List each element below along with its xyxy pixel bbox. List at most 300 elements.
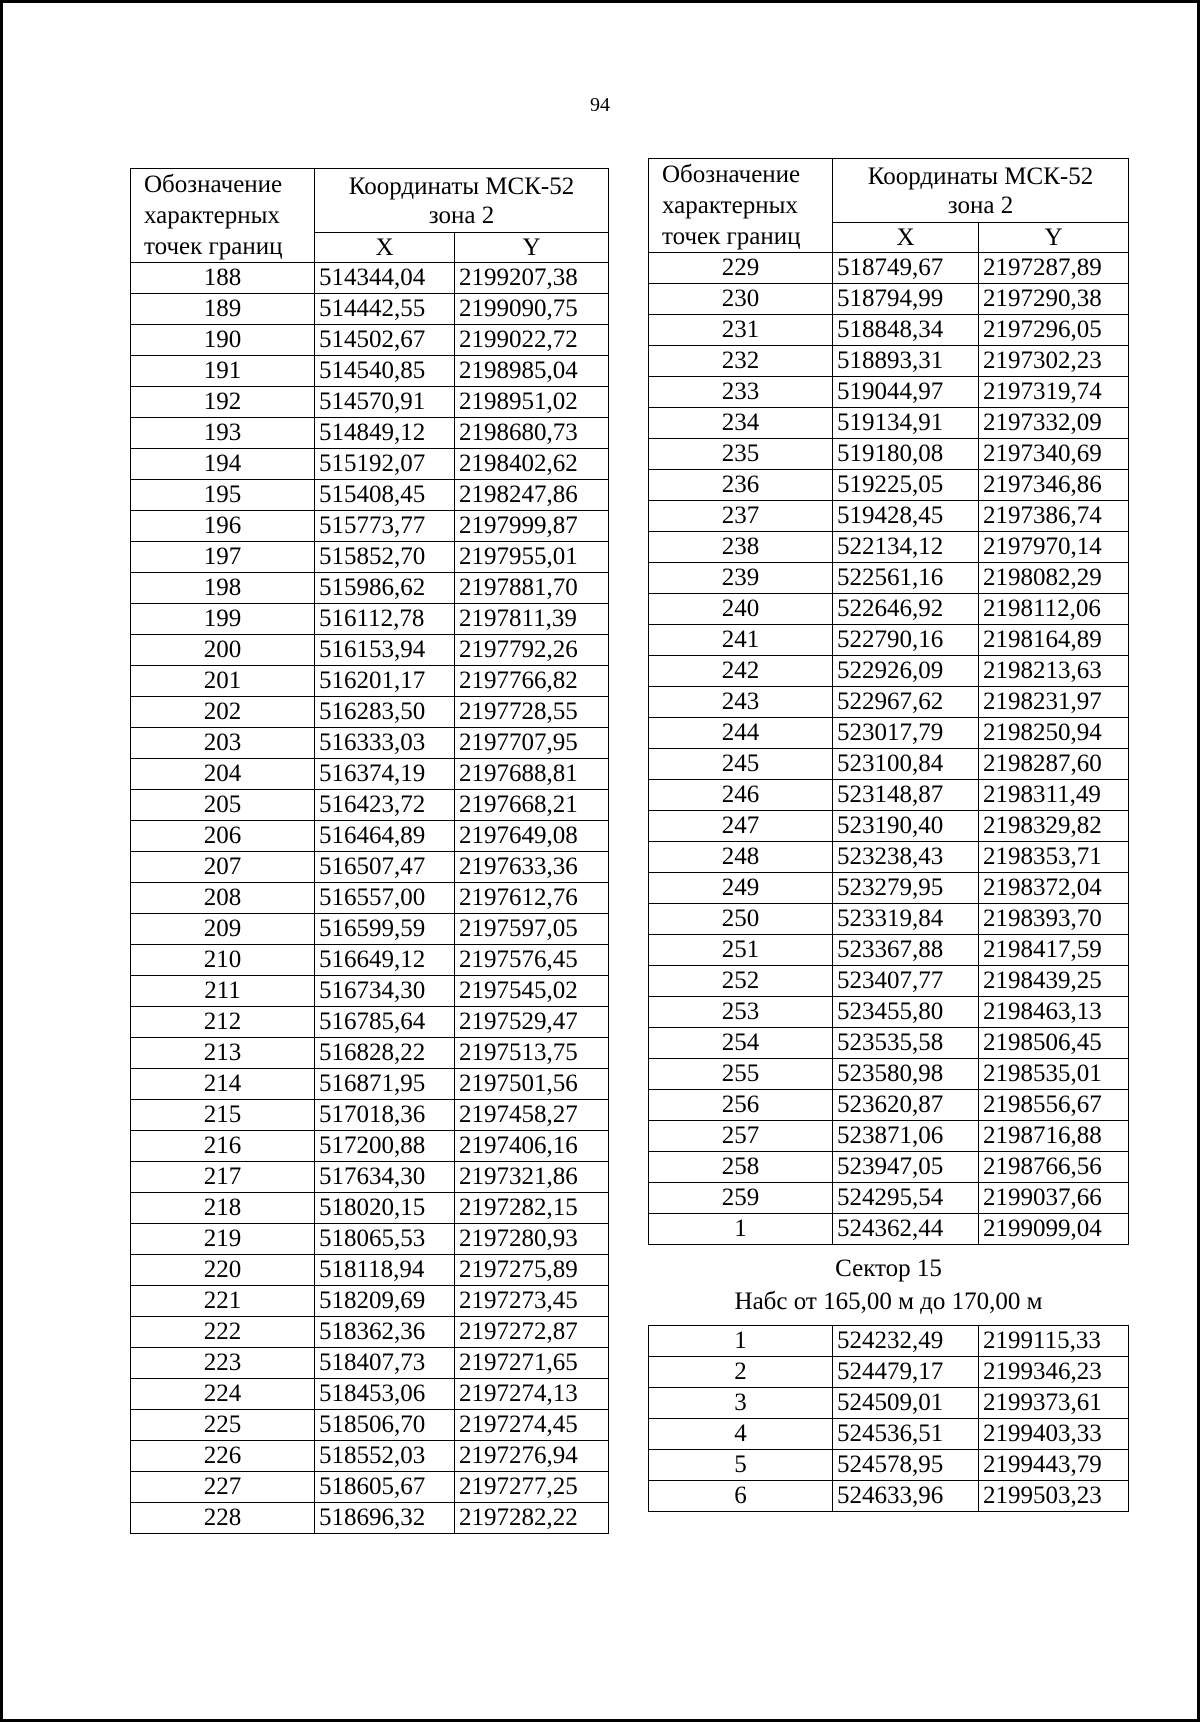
x-cell: 518848,34 — [833, 315, 979, 346]
coordinates-column-header — [833, 159, 1129, 223]
table-row — [131, 1007, 609, 1038]
y-cell: 2197287,89 — [979, 253, 1129, 284]
x-cell: 516333,03 — [315, 728, 455, 759]
y-cell: 2198082,29 — [979, 563, 1129, 594]
y-cell: 2197273,45 — [455, 1286, 609, 1317]
table-row — [131, 511, 609, 542]
y-cell: 2198231,97 — [979, 687, 1129, 718]
y-cell: 2198716,88 — [979, 1121, 1129, 1152]
x-cell: 516785,64 — [315, 1007, 455, 1038]
point-cell: 212 — [131, 1007, 315, 1038]
y-cell: 2197545,02 — [455, 976, 609, 1007]
x-cell: 523279,95 — [833, 873, 979, 904]
table-row — [131, 294, 609, 325]
y-cell: 2198985,04 — [455, 356, 609, 387]
y-cell: 2198393,70 — [979, 904, 1129, 935]
table-row — [649, 284, 1129, 315]
table-row — [131, 1224, 609, 1255]
y-cell: 2197597,05 — [455, 914, 609, 945]
y-cell: 2197386,74 — [979, 501, 1129, 532]
sector-heading — [649, 1245, 1129, 1326]
y-cell: 2199037,66 — [979, 1183, 1129, 1214]
table-row — [649, 1388, 1129, 1419]
y-column-header: Y — [455, 233, 609, 263]
point-cell: 203 — [131, 728, 315, 759]
table-row — [649, 1214, 1129, 1245]
point-cell: 191 — [131, 356, 315, 387]
y-cell: 2199099,04 — [979, 1214, 1129, 1245]
x-cell: 522790,16 — [833, 625, 979, 656]
y-cell: 2197458,27 — [455, 1100, 609, 1131]
point-cell: 233 — [649, 377, 833, 408]
table-row — [649, 997, 1129, 1028]
point-cell: 223 — [131, 1348, 315, 1379]
x-cell: 523535,58 — [833, 1028, 979, 1059]
table-row — [131, 1379, 609, 1410]
x-cell: 518209,69 — [315, 1286, 455, 1317]
point-cell: 195 — [131, 480, 315, 511]
page-border-top — [0, 0, 1200, 3]
point-cell: 246 — [649, 780, 833, 811]
x-cell: 514344,04 — [315, 263, 455, 294]
table-row — [131, 1286, 609, 1317]
table-row — [649, 439, 1129, 470]
point-cell: 249 — [649, 873, 833, 904]
point-cell: 216 — [131, 1131, 315, 1162]
table-row — [131, 1100, 609, 1131]
table-row — [131, 1193, 609, 1224]
x-cell: 524479,17 — [833, 1357, 979, 1388]
y-cell: 2197955,01 — [455, 542, 609, 573]
table-row — [649, 811, 1129, 842]
y-cell: 2199443,79 — [979, 1450, 1129, 1481]
table-row — [131, 356, 609, 387]
point-cell: 201 — [131, 666, 315, 697]
table-row — [649, 1090, 1129, 1121]
x-cell: 519428,45 — [833, 501, 979, 532]
x-cell: 518407,73 — [315, 1348, 455, 1379]
y-cell: 2199403,33 — [979, 1419, 1129, 1450]
x-cell: 524536,51 — [833, 1419, 979, 1450]
table-row — [131, 263, 609, 294]
y-cell: 2197272,87 — [455, 1317, 609, 1348]
point-cell: 243 — [649, 687, 833, 718]
table-body-sector — [649, 1326, 1129, 1512]
table-row — [649, 253, 1129, 284]
x-cell: 518605,67 — [315, 1472, 455, 1503]
y-cell: 2198213,63 — [979, 656, 1129, 687]
table-row — [131, 1038, 609, 1069]
y-cell: 2197668,21 — [455, 790, 609, 821]
x-cell: 523407,77 — [833, 966, 979, 997]
x-cell: 519225,05 — [833, 470, 979, 501]
x-cell: 516828,22 — [315, 1038, 455, 1069]
point-cell: 245 — [649, 749, 833, 780]
point-cell: 202 — [131, 697, 315, 728]
y-cell: 2198287,60 — [979, 749, 1129, 780]
table-body-right — [649, 253, 1129, 1245]
x-cell: 516649,12 — [315, 945, 455, 976]
point-cell: 188 — [131, 263, 315, 294]
x-cell: 523238,43 — [833, 842, 979, 873]
table-row — [649, 1450, 1129, 1481]
x-cell: 519180,08 — [833, 439, 979, 470]
x-cell: 515986,62 — [315, 573, 455, 604]
y-cell: 2198372,04 — [979, 873, 1129, 904]
x-cell: 523017,79 — [833, 718, 979, 749]
table-row — [649, 594, 1129, 625]
y-cell: 2198164,89 — [979, 625, 1129, 656]
table-row — [649, 966, 1129, 997]
y-cell: 2197881,70 — [455, 573, 609, 604]
x-cell: 518696,32 — [315, 1503, 455, 1534]
y-cell: 2198247,86 — [455, 480, 609, 511]
x-cell: 516507,47 — [315, 852, 455, 883]
point-cell: 210 — [131, 945, 315, 976]
x-cell: 518794,99 — [833, 284, 979, 315]
x-cell: 523455,80 — [833, 997, 979, 1028]
table-row — [649, 904, 1129, 935]
point-cell: 248 — [649, 842, 833, 873]
point-cell: 190 — [131, 325, 315, 356]
y-cell: 2199346,23 — [979, 1357, 1129, 1388]
x-cell: 523580,98 — [833, 1059, 979, 1090]
x-cell: 516557,00 — [315, 883, 455, 914]
point-cell: 213 — [131, 1038, 315, 1069]
point-cell: 229 — [649, 253, 833, 284]
y-cell: 2197501,56 — [455, 1069, 609, 1100]
point-cell: 253 — [649, 997, 833, 1028]
y-cell: 2197274,13 — [455, 1379, 609, 1410]
x-cell: 523367,88 — [833, 935, 979, 966]
x-cell: 522926,09 — [833, 656, 979, 687]
x-cell: 523620,87 — [833, 1090, 979, 1121]
table-body-left — [131, 263, 609, 1534]
point-cell: 1 — [649, 1214, 833, 1245]
point-cell: 258 — [649, 1152, 833, 1183]
point-column-header: Обозначение характерных точек границ — [649, 159, 833, 253]
table-row — [131, 1441, 609, 1472]
y-cell: 2197280,93 — [455, 1224, 609, 1255]
y-cell: 2198680,73 — [455, 418, 609, 449]
point-cell: 204 — [131, 759, 315, 790]
point-cell: 226 — [131, 1441, 315, 1472]
table-row — [649, 532, 1129, 563]
y-cell: 2199115,33 — [979, 1326, 1129, 1357]
y-cell: 2197576,45 — [455, 945, 609, 976]
table-row — [649, 1028, 1129, 1059]
point-cell: 252 — [649, 966, 833, 997]
coordinates-column-header — [315, 169, 609, 233]
table-row — [131, 1131, 609, 1162]
y-cell: 2197999,87 — [455, 511, 609, 542]
x-cell: 523100,84 — [833, 749, 979, 780]
table-row — [131, 449, 609, 480]
y-cell: 2199090,75 — [455, 294, 609, 325]
table-row — [649, 1152, 1129, 1183]
table-row — [649, 656, 1129, 687]
table-row — [649, 563, 1129, 594]
y-cell: 2198250,94 — [979, 718, 1129, 749]
point-cell: 230 — [649, 284, 833, 315]
page-number: 94 — [590, 94, 610, 116]
x-cell: 518506,70 — [315, 1410, 455, 1441]
table-row — [649, 842, 1129, 873]
table-row — [131, 1162, 609, 1193]
x-cell: 522967,62 — [833, 687, 979, 718]
table-row — [131, 852, 609, 883]
point-cell: 208 — [131, 883, 315, 914]
table-row — [649, 346, 1129, 377]
point-cell: 254 — [649, 1028, 833, 1059]
x-cell: 522561,16 — [833, 563, 979, 594]
point-cell: 211 — [131, 976, 315, 1007]
point-cell: 205 — [131, 790, 315, 821]
x-cell: 514540,85 — [315, 356, 455, 387]
point-cell: 231 — [649, 315, 833, 346]
y-cell: 2198329,82 — [979, 811, 1129, 842]
table-row — [131, 728, 609, 759]
table-row — [131, 666, 609, 697]
point-cell: 214 — [131, 1069, 315, 1100]
coordinates-system-label: Координаты МСК-52 — [348, 172, 575, 200]
point-cell: 198 — [131, 573, 315, 604]
x-cell: 518893,31 — [833, 346, 979, 377]
point-cell: 218 — [131, 1193, 315, 1224]
coordinates-zone-label: зона 2 — [428, 201, 495, 229]
point-cell: 247 — [649, 811, 833, 842]
y-cell: 2198463,13 — [979, 997, 1129, 1028]
y-cell: 2198402,62 — [455, 449, 609, 480]
y-cell: 2197290,38 — [979, 284, 1129, 315]
point-cell: 206 — [131, 821, 315, 852]
point-cell: 2 — [649, 1357, 833, 1388]
y-cell: 2198311,49 — [979, 780, 1129, 811]
x-cell: 523190,40 — [833, 811, 979, 842]
coordinates-zone-label: зона 2 — [947, 191, 1014, 219]
y-cell: 2197282,22 — [455, 1503, 609, 1534]
y-cell: 2197296,05 — [979, 315, 1129, 346]
point-cell: 239 — [649, 563, 833, 594]
x-cell: 524362,44 — [833, 1214, 979, 1245]
point-cell: 6 — [649, 1481, 833, 1512]
point-cell: 196 — [131, 511, 315, 542]
y-cell: 2198951,02 — [455, 387, 609, 418]
table-row — [649, 749, 1129, 780]
table-row — [649, 873, 1129, 904]
x-cell: 516464,89 — [315, 821, 455, 852]
y-cell: 2199207,38 — [455, 263, 609, 294]
table-row — [131, 604, 609, 635]
y-cell: 2199022,72 — [455, 325, 609, 356]
table-row — [649, 1419, 1129, 1450]
x-cell: 524232,49 — [833, 1326, 979, 1357]
point-cell: 199 — [131, 604, 315, 635]
point-cell: 227 — [131, 1472, 315, 1503]
y-cell: 2199373,61 — [979, 1388, 1129, 1419]
x-cell: 516283,50 — [315, 697, 455, 728]
point-cell: 222 — [131, 1317, 315, 1348]
x-cell: 515773,77 — [315, 511, 455, 542]
x-cell: 514570,91 — [315, 387, 455, 418]
x-column-header: X — [833, 223, 979, 253]
x-cell: 515408,45 — [315, 480, 455, 511]
table-row — [131, 573, 609, 604]
x-cell: 517018,36 — [315, 1100, 455, 1131]
y-cell: 2197811,39 — [455, 604, 609, 635]
table-row — [131, 1472, 609, 1503]
x-cell: 524295,54 — [833, 1183, 979, 1214]
coordinates-system-label: Координаты МСК-52 — [867, 162, 1094, 190]
x-cell: 524509,01 — [833, 1388, 979, 1419]
table-row — [649, 935, 1129, 966]
table-row — [131, 418, 609, 449]
table-row — [131, 1410, 609, 1441]
point-cell: 197 — [131, 542, 315, 573]
point-cell: 242 — [649, 656, 833, 687]
y-cell: 2197766,82 — [455, 666, 609, 697]
table-row — [131, 480, 609, 511]
point-cell: 1 — [649, 1326, 833, 1357]
y-cell: 2197276,94 — [455, 1441, 609, 1472]
x-cell: 522134,12 — [833, 532, 979, 563]
table-row — [131, 1348, 609, 1379]
sector-subtitle: Набс от 165,00 м до 170,00 м — [734, 1288, 1043, 1315]
point-cell: 256 — [649, 1090, 833, 1121]
y-cell: 2198535,01 — [979, 1059, 1129, 1090]
y-cell: 2198353,71 — [979, 842, 1129, 873]
x-cell: 518453,06 — [315, 1379, 455, 1410]
point-cell: 194 — [131, 449, 315, 480]
point-cell: 225 — [131, 1410, 315, 1441]
y-cell: 2197612,76 — [455, 883, 609, 914]
point-cell: 189 — [131, 294, 315, 325]
y-cell: 2197406,16 — [455, 1131, 609, 1162]
x-cell: 514442,55 — [315, 294, 455, 325]
table-row — [649, 1326, 1129, 1357]
point-cell: 240 — [649, 594, 833, 625]
y-column-header: Y — [979, 223, 1129, 253]
y-cell: 2197282,15 — [455, 1193, 609, 1224]
x-cell: 524633,96 — [833, 1481, 979, 1512]
table-row — [649, 625, 1129, 656]
point-cell: 228 — [131, 1503, 315, 1534]
x-column-header: X — [315, 233, 455, 263]
point-cell: 236 — [649, 470, 833, 501]
y-cell: 2197513,75 — [455, 1038, 609, 1069]
table-row — [131, 542, 609, 573]
y-cell: 2198766,56 — [979, 1152, 1129, 1183]
point-cell: 255 — [649, 1059, 833, 1090]
y-cell: 2199503,23 — [979, 1481, 1129, 1512]
x-cell: 517634,30 — [315, 1162, 455, 1193]
table-row — [649, 718, 1129, 749]
x-cell: 516599,59 — [315, 914, 455, 945]
table-row — [131, 883, 609, 914]
table-row — [131, 759, 609, 790]
x-cell: 524578,95 — [833, 1450, 979, 1481]
point-cell: 193 — [131, 418, 315, 449]
x-cell: 516112,78 — [315, 604, 455, 635]
x-cell: 516871,95 — [315, 1069, 455, 1100]
y-cell: 2197332,09 — [979, 408, 1129, 439]
point-cell: 220 — [131, 1255, 315, 1286]
point-cell: 234 — [649, 408, 833, 439]
table-row — [131, 914, 609, 945]
x-cell: 518749,67 — [833, 253, 979, 284]
x-cell: 516734,30 — [315, 976, 455, 1007]
table-row — [131, 790, 609, 821]
y-cell: 2197319,74 — [979, 377, 1129, 408]
x-cell: 519044,97 — [833, 377, 979, 408]
table-row — [131, 1255, 609, 1286]
point-cell: 3 — [649, 1388, 833, 1419]
y-cell: 2197271,65 — [455, 1348, 609, 1379]
x-cell: 523871,06 — [833, 1121, 979, 1152]
point-cell: 219 — [131, 1224, 315, 1255]
point-cell: 200 — [131, 635, 315, 666]
y-cell: 2197275,89 — [455, 1255, 609, 1286]
y-cell: 2197792,26 — [455, 635, 609, 666]
point-cell: 251 — [649, 935, 833, 966]
point-cell: 4 — [649, 1419, 833, 1450]
point-cell: 259 — [649, 1183, 833, 1214]
y-cell: 2197633,36 — [455, 852, 609, 883]
table-row — [649, 315, 1129, 346]
table-row — [649, 1481, 1129, 1512]
table-row — [649, 780, 1129, 811]
y-cell: 2197346,86 — [979, 470, 1129, 501]
point-cell: 241 — [649, 625, 833, 656]
y-cell: 2198439,25 — [979, 966, 1129, 997]
point-cell: 250 — [649, 904, 833, 935]
x-cell: 519134,91 — [833, 408, 979, 439]
table-header — [649, 159, 1129, 253]
y-cell: 2197970,14 — [979, 532, 1129, 563]
x-cell: 523319,84 — [833, 904, 979, 935]
point-cell: 224 — [131, 1379, 315, 1410]
x-cell: 514502,67 — [315, 325, 455, 356]
x-cell: 518065,53 — [315, 1224, 455, 1255]
y-cell: 2197649,08 — [455, 821, 609, 852]
y-cell: 2197302,23 — [979, 346, 1129, 377]
table-row — [649, 1121, 1129, 1152]
x-cell: 516423,72 — [315, 790, 455, 821]
sector-title: Сектор 15 — [835, 1255, 942, 1282]
table-row — [649, 501, 1129, 532]
point-cell: 207 — [131, 852, 315, 883]
point-cell: 244 — [649, 718, 833, 749]
page-border-left — [0, 0, 3, 1722]
x-cell: 522646,92 — [833, 594, 979, 625]
table-row — [131, 821, 609, 852]
point-cell: 238 — [649, 532, 833, 563]
y-cell: 2197529,47 — [455, 1007, 609, 1038]
point-cell: 209 — [131, 914, 315, 945]
y-cell: 2197707,95 — [455, 728, 609, 759]
y-cell: 2197321,86 — [455, 1162, 609, 1193]
point-cell: 237 — [649, 501, 833, 532]
x-cell: 515852,70 — [315, 542, 455, 573]
x-cell: 516153,94 — [315, 635, 455, 666]
point-cell: 232 — [649, 346, 833, 377]
table-row — [649, 408, 1129, 439]
table-row — [649, 1059, 1129, 1090]
table-row — [131, 325, 609, 356]
point-cell: 5 — [649, 1450, 833, 1481]
x-cell: 516201,17 — [315, 666, 455, 697]
table-row — [649, 470, 1129, 501]
